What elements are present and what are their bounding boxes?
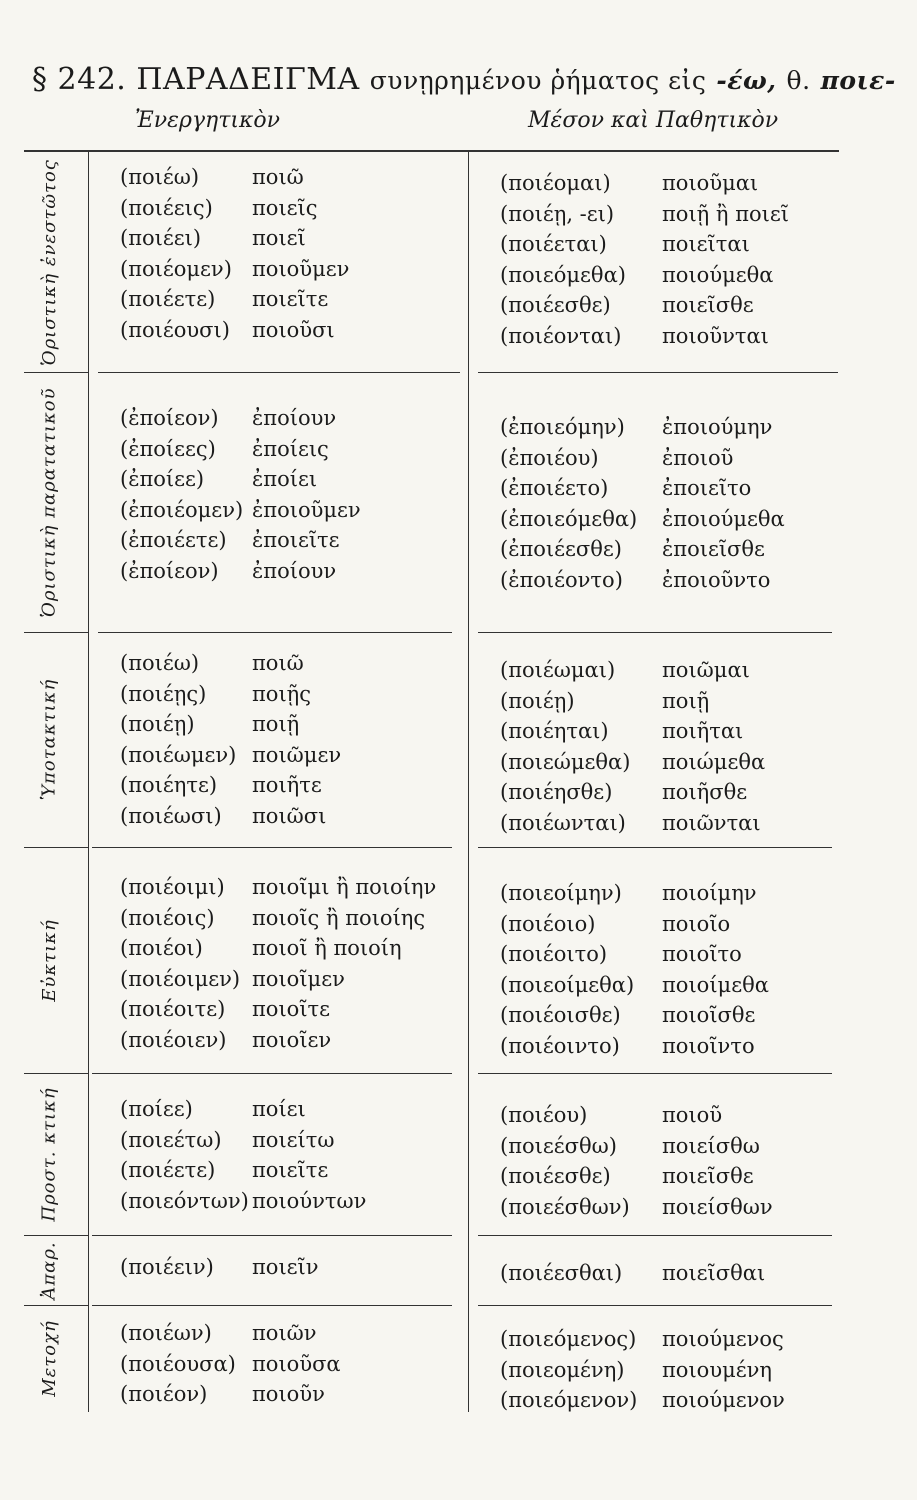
uncontracted-form: (ἐποιέοντο) [500,567,623,592]
mood-separator-middle [478,372,838,373]
contracted-form: ποιώμεθα [662,749,766,774]
uncontracted-form: (ποιεέσθω) [500,1133,617,1158]
mood-separator-active [92,1073,452,1074]
uncontracted-form: (ἐποιέου) [500,445,599,470]
uncontracted-form: (ποιέω) [120,165,200,189]
contracted-form: ποιοῖεν [252,1027,332,1052]
contracted-form: ποιοῦν [252,1382,325,1407]
uncontracted-form: (ποιέειν) [120,1255,214,1279]
mood-label-1: Ὁριστικὴ παρατατικοῦ [38,386,60,618]
uncontracted-form: (ποιέεσθαι) [500,1261,623,1285]
contracted-form: ποιῆτε [252,773,322,798]
uncontracted-form: (ποιέετε) [120,287,216,312]
mood-label-0: Ὁριστικὴ ἐνεστῶτος [38,158,60,366]
uncontracted-form: (ποιέοις) [120,905,215,930]
contracted-form: ἐποιοῦμεν [252,497,361,522]
uncontracted-form: (ποιεόμεθα) [500,262,626,287]
uncontracted-form: (ποιεέτω) [120,1127,222,1152]
uncontracted-form: (ποιέουσα) [120,1351,236,1376]
uncontracted-form: (ποιέωσι) [120,803,222,828]
contracted-form: ποιοῖμι ἢ ποιοίην [252,875,437,899]
uncontracted-form: (ποιέοιο) [500,911,596,936]
contracted-form: ποιεῖτε [252,1158,329,1183]
mood-separator-middle [478,1235,832,1236]
contracted-form: ποιοῖσθε [662,1003,756,1028]
uncontracted-form: (ποιέοιτο) [500,942,608,967]
contracted-form: ἐποιοῦντο [662,567,771,592]
contracted-form: ἐποιοῦ [662,445,734,470]
uncontracted-form: (ποιέεσθε) [500,1164,611,1189]
uncontracted-form: (ποιέουσι) [120,317,230,342]
uncontracted-form: (ποιέωμαι) [500,658,616,682]
uncontracted-form: (ποιέομαι) [500,171,611,195]
uncontracted-form: (ποιέοιμι) [120,875,225,899]
title-word: ΠΑΡΑΔΕΙΓΜΑ [136,62,360,97]
voice-divider-rule [468,150,469,1412]
contracted-form: ποιείτω [252,1127,335,1152]
contracted-form: ποιούντων [252,1188,367,1213]
uncontracted-form: (ἐποίεε) [120,467,205,492]
uncontracted-form: (ποιέομεν) [120,256,232,281]
contracted-form: ἐποίουν [252,406,337,430]
uncontracted-form: (ποιεοίμεθα) [500,972,635,997]
contracted-form: ποιοῖ ἢ ποιοίη [252,936,402,961]
contracted-form: ποιοῦ [662,1103,723,1127]
mood-label-4: Προστ. κτική [38,1086,60,1222]
contracted-form: ποιεῖσθαι [662,1261,766,1285]
contracted-form: ποιῇ [252,712,300,737]
uncontracted-form: (ποιέοι) [120,936,203,961]
uncontracted-form: (ποιέητε) [120,773,218,798]
contracted-form: ἐποίει [252,467,318,492]
contracted-form: ἐποίουν [252,558,337,583]
section-number: § 242. [32,62,127,97]
uncontracted-form: (ποιέῃς) [120,681,207,706]
contracted-form: ποιούμεθα [662,262,774,287]
uncontracted-form: (ἐποιέετε) [120,528,227,553]
uncontracted-form: (ποιέοισθε) [500,1003,621,1028]
uncontracted-form: (ποιεέσθων) [500,1194,630,1219]
uncontracted-form: (ποιέῃ, -ει) [500,201,615,226]
contracted-form: ποιοῦμαι [662,171,759,195]
contracted-form: ποιοίμεθα [662,972,769,997]
contracted-form: ποιῇς [252,681,312,706]
contracted-form: ποιῇ [662,688,710,713]
uncontracted-form: (ποιέω) [120,651,200,675]
uncontracted-form: (ἐποιέεσθε) [500,537,622,562]
contracted-form: ποίει [252,1097,306,1121]
contracted-form: ποιεῖς [252,195,318,220]
mood-separator-active [92,847,452,848]
uncontracted-form: (ποιεόμενον) [500,1388,638,1413]
contracted-form: ποιοῦσα [252,1351,341,1376]
uncontracted-form: (ποιέωνται) [500,810,626,835]
contracted-form: ἐποιεῖσθε [662,537,765,562]
mood-separator-active [92,1305,452,1306]
contracted-form: ἐποιεῖτε [252,528,340,553]
theme-label: θ. [786,66,811,95]
contracted-form: ποιούμενον [662,1388,785,1413]
contracted-form: ποιοῦνται [662,323,769,348]
uncontracted-form: (ποιέεις) [120,195,213,220]
uncontracted-form: (ποιέων) [120,1321,212,1345]
uncontracted-form: (ἐποιεόμεθα) [500,506,638,531]
uncontracted-form: (ποιεόμενος) [500,1327,637,1351]
uncontracted-form: (ποιέῃ) [120,712,195,737]
contracted-form: ποιουμένη [662,1357,772,1382]
contracted-form: ἐποίεις [252,436,329,461]
contracted-form: ἐποιεῖτο [662,476,752,501]
uncontracted-form: (ποιέοιντο) [500,1033,620,1058]
contracted-form: ἐποιούμην [662,415,773,439]
contracted-form: ποιοῦσι [252,317,335,342]
contracted-form: ποιῶμαι [662,658,750,682]
contracted-form: ποιοῖτε [252,997,331,1022]
contracted-form: ποιοῖο [662,911,731,936]
uncontracted-form: (ἐποιέετο) [500,476,609,501]
uncontracted-form: (ποιέεται) [500,232,607,257]
uncontracted-form: (ποιεοίμην) [500,881,622,905]
uncontracted-form: (ποιεομένη) [500,1357,625,1382]
uncontracted-form: (ποιέηται) [500,719,609,744]
mood-separator-active [98,372,460,373]
contracted-form: ποιεῖν [252,1255,319,1279]
contracted-form: ποιούμενος [662,1327,784,1351]
mood-label-5: Ἀπαρ. [38,1240,60,1300]
contracted-form: ποιοίμην [662,881,757,905]
mood-label-6: Μετοχή [38,1320,60,1397]
contracted-form: ποιεῖτε [252,287,329,312]
mood-label-2: Ὑποτακτική [38,678,60,801]
contracted-form: ποιείσθω [662,1133,760,1158]
contracted-form: ποιεῖσθε [662,293,754,318]
contracted-form: ποιεῖται [662,232,750,257]
contracted-form: ποιῆσθε [662,780,748,805]
contracted-form: ποιῶ [252,165,304,189]
uncontracted-form: (ποιεόντων) [120,1188,249,1213]
mood-separator-active [98,632,452,633]
uncontracted-form: (ποιέοιεν) [120,1027,227,1052]
contracted-form: ποιοῖς ἢ ποιοίης [252,905,426,930]
header-rule [24,150,839,152]
contracted-form: ποιῶν [252,1321,317,1345]
uncontracted-form: (ποιέῃ) [500,688,575,713]
uncontracted-form: (ποιέει) [120,226,202,251]
mood-separator-middle [478,1305,832,1306]
contracted-form: ποιεῖ [252,226,306,251]
uncontracted-form: (ἐποίεες) [120,436,216,461]
contracted-form: ποιοῖτο [662,942,742,967]
contracted-form: ποιῶμεν [252,742,342,767]
contracted-form: ποιεῖσθε [662,1164,754,1189]
contracted-form: ποιῶνται [662,810,761,835]
uncontracted-form: (ποιέησθε) [500,780,613,805]
uncontracted-form: (ποιέεσθε) [500,293,611,318]
title-subtitle: συνῃρημένου ῥήματος εἰς [369,66,707,95]
mood-separator-middle [478,847,832,848]
uncontracted-form: (ποιέετε) [120,1158,216,1183]
uncontracted-form: (ἐποίεον) [120,558,219,583]
contracted-form: ἐποιούμεθα [662,506,785,531]
uncontracted-form: (ἐποίεον) [120,406,219,430]
mood-separator-middle [478,1073,832,1074]
title-ending: -έω, [716,66,777,95]
contracted-form: ποιοῖμεν [252,966,345,991]
uncontracted-form: (ποιέου) [500,1103,588,1127]
contracted-form: ποιείσθων [662,1194,773,1219]
voice-heading-middle: Μέσον καὶ Παθητικὸν [528,108,779,133]
contracted-form: ποιοῦμεν [252,256,350,281]
uncontracted-form: (ποιέονται) [500,323,622,348]
uncontracted-form: (ποιέοιτε) [120,997,226,1022]
uncontracted-form: (ποιέον) [120,1382,208,1407]
uncontracted-form: (ποιεώμεθα) [500,749,631,774]
uncontracted-form: (ποιέοιμεν) [120,966,241,991]
contracted-form: ποιῶσι [252,803,327,828]
contracted-form: ποιῶ [252,651,304,675]
uncontracted-form: (ποιέωμεν) [120,742,237,767]
uncontracted-form: (ποίεε) [120,1097,193,1121]
contracted-form: ποιῆται [662,719,744,744]
theme-stem: ποιε- [820,66,896,95]
uncontracted-form: (ἐποιεόμην) [500,415,625,439]
mood-label-3: Εὐκτική [38,918,60,1002]
mood-separator-active [92,1235,452,1236]
uncontracted-form: (ἐποιέομεν) [120,497,244,522]
label-column-rule [88,150,89,1412]
contracted-form: ποιοῖντο [662,1033,755,1058]
mood-separator-middle [478,632,832,633]
page-title [32,62,896,97]
contracted-form: ποιῇ ἢ ποιεῖ [662,201,789,226]
voice-heading-active: Ἐνεργητικὸν [135,108,281,133]
